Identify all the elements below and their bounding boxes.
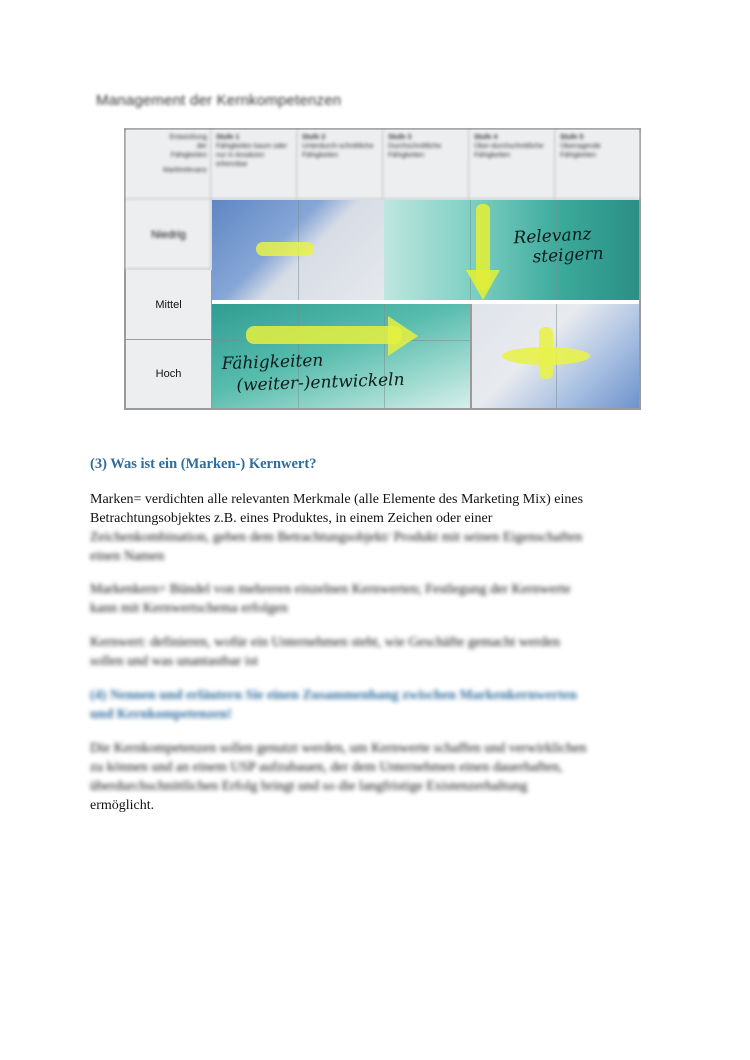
column-stufe-label: Stufe 5 xyxy=(560,134,584,141)
row-label-niedrig: Niedrig xyxy=(126,200,212,270)
corner-line-3: Fähigkeiten xyxy=(170,152,207,159)
paragraph-line: einen Namen xyxy=(90,549,165,564)
section-3-paragraph-3 xyxy=(90,633,665,671)
section-4-paragraph xyxy=(90,739,665,815)
section-3-heading: (3) Was ist ein (Marken-) Kernwert? xyxy=(90,456,317,472)
handwritten-capabilities xyxy=(221,347,405,397)
section-3-paragraph-2 xyxy=(90,580,665,618)
paragraph-line: überdurchschnittlichen Erfolg bringt und so die langfristige Existenzerhaltung xyxy=(90,779,528,794)
handwriting-line: Relevanz xyxy=(513,224,592,249)
paragraph-line: Markenkern= Bündel von mehreren einzelnen Kernwerten; Festlegung der Kernwerte xyxy=(90,582,571,597)
highlight-arrow-right-shaft xyxy=(246,326,402,344)
column-desc: Fähigkeiten kaum oder nur in Ansätzen erkennbar xyxy=(216,143,288,168)
column-stufe-label: Stufe 4 xyxy=(474,134,498,141)
paragraph-line: ermöglicht. xyxy=(90,798,155,813)
section-3-paragraph-1 xyxy=(90,490,665,566)
highlight-plus-v xyxy=(539,327,553,379)
row-label-mittel: Mittel xyxy=(126,270,212,340)
corner-line-2: der xyxy=(196,143,207,150)
highlight-dash xyxy=(256,242,314,256)
corner-line-1: Entwicklung xyxy=(169,134,207,141)
column-desc: Durchschnittliche Fähigkeiten xyxy=(388,143,442,159)
column-desc: Unterdurch-schnittliche Fähigkeiten xyxy=(302,143,374,159)
column-stufe-label: Stufe 2 xyxy=(302,134,326,141)
column-stufe-label: Stufe 3 xyxy=(388,134,412,141)
handwriting-line: (weiter-)entwickeln xyxy=(236,369,405,396)
paragraph-line: sollen und was unantastbar ist xyxy=(90,654,258,669)
handwritten-relevance xyxy=(513,224,604,269)
handwriting-line: Fähigkeiten xyxy=(221,350,324,375)
column-desc: Über-durchschnittliche Fähigkeiten xyxy=(474,143,544,159)
corner-line-4: Marktrelevanz xyxy=(163,167,207,174)
figure-title: Management der Kernkompetenzen xyxy=(96,92,342,109)
highlight-arrow-down-head xyxy=(466,270,500,300)
kernkompetenzen-figure xyxy=(96,90,646,414)
paragraph-line: Betrachtungsobjektes z.B. eines Produktes, in einem Zeichen oder einer xyxy=(90,511,493,526)
heading-line: (4) Nennen und erläutern Sie einen Zusammenhang zwischen Markenkernwerten xyxy=(90,688,577,703)
heading-line: und Kernkompetenzen! xyxy=(90,707,232,722)
column-desc: Überragende Fähigkeiten xyxy=(560,143,601,159)
paragraph-line: kann mit Kernwertschema erfolgen xyxy=(90,601,288,616)
paragraph-line: Zeichenkombination, geben dem Betrachtungsobjekt/ Produkt mit seinen Eigenschaften xyxy=(90,530,583,545)
paragraph-line: zu können und an einem USP aufzubauen, der dem Unternehmen einen dauerhaften, xyxy=(90,760,563,775)
column-stufe-label: Stufe 1 xyxy=(216,134,240,141)
handwriting-line: steigern xyxy=(532,243,605,268)
row-label-hoch: Hoch xyxy=(126,340,212,408)
competence-matrix xyxy=(124,128,641,410)
paragraph-line: Kernwert: definieren, wofür ein Unternehmen steht, wie Geschäfte gemacht werden xyxy=(90,635,560,650)
paragraph-line: Die Kernkompetenzen sollen genutzt werden, um Kernwerte schaffen und verwirklichen xyxy=(90,741,587,756)
paragraph-line: Marken= verdichten alle relevanten Merkmale (alle Elemente des Marketing Mix) eines xyxy=(90,492,584,507)
section-4-heading xyxy=(90,686,665,724)
